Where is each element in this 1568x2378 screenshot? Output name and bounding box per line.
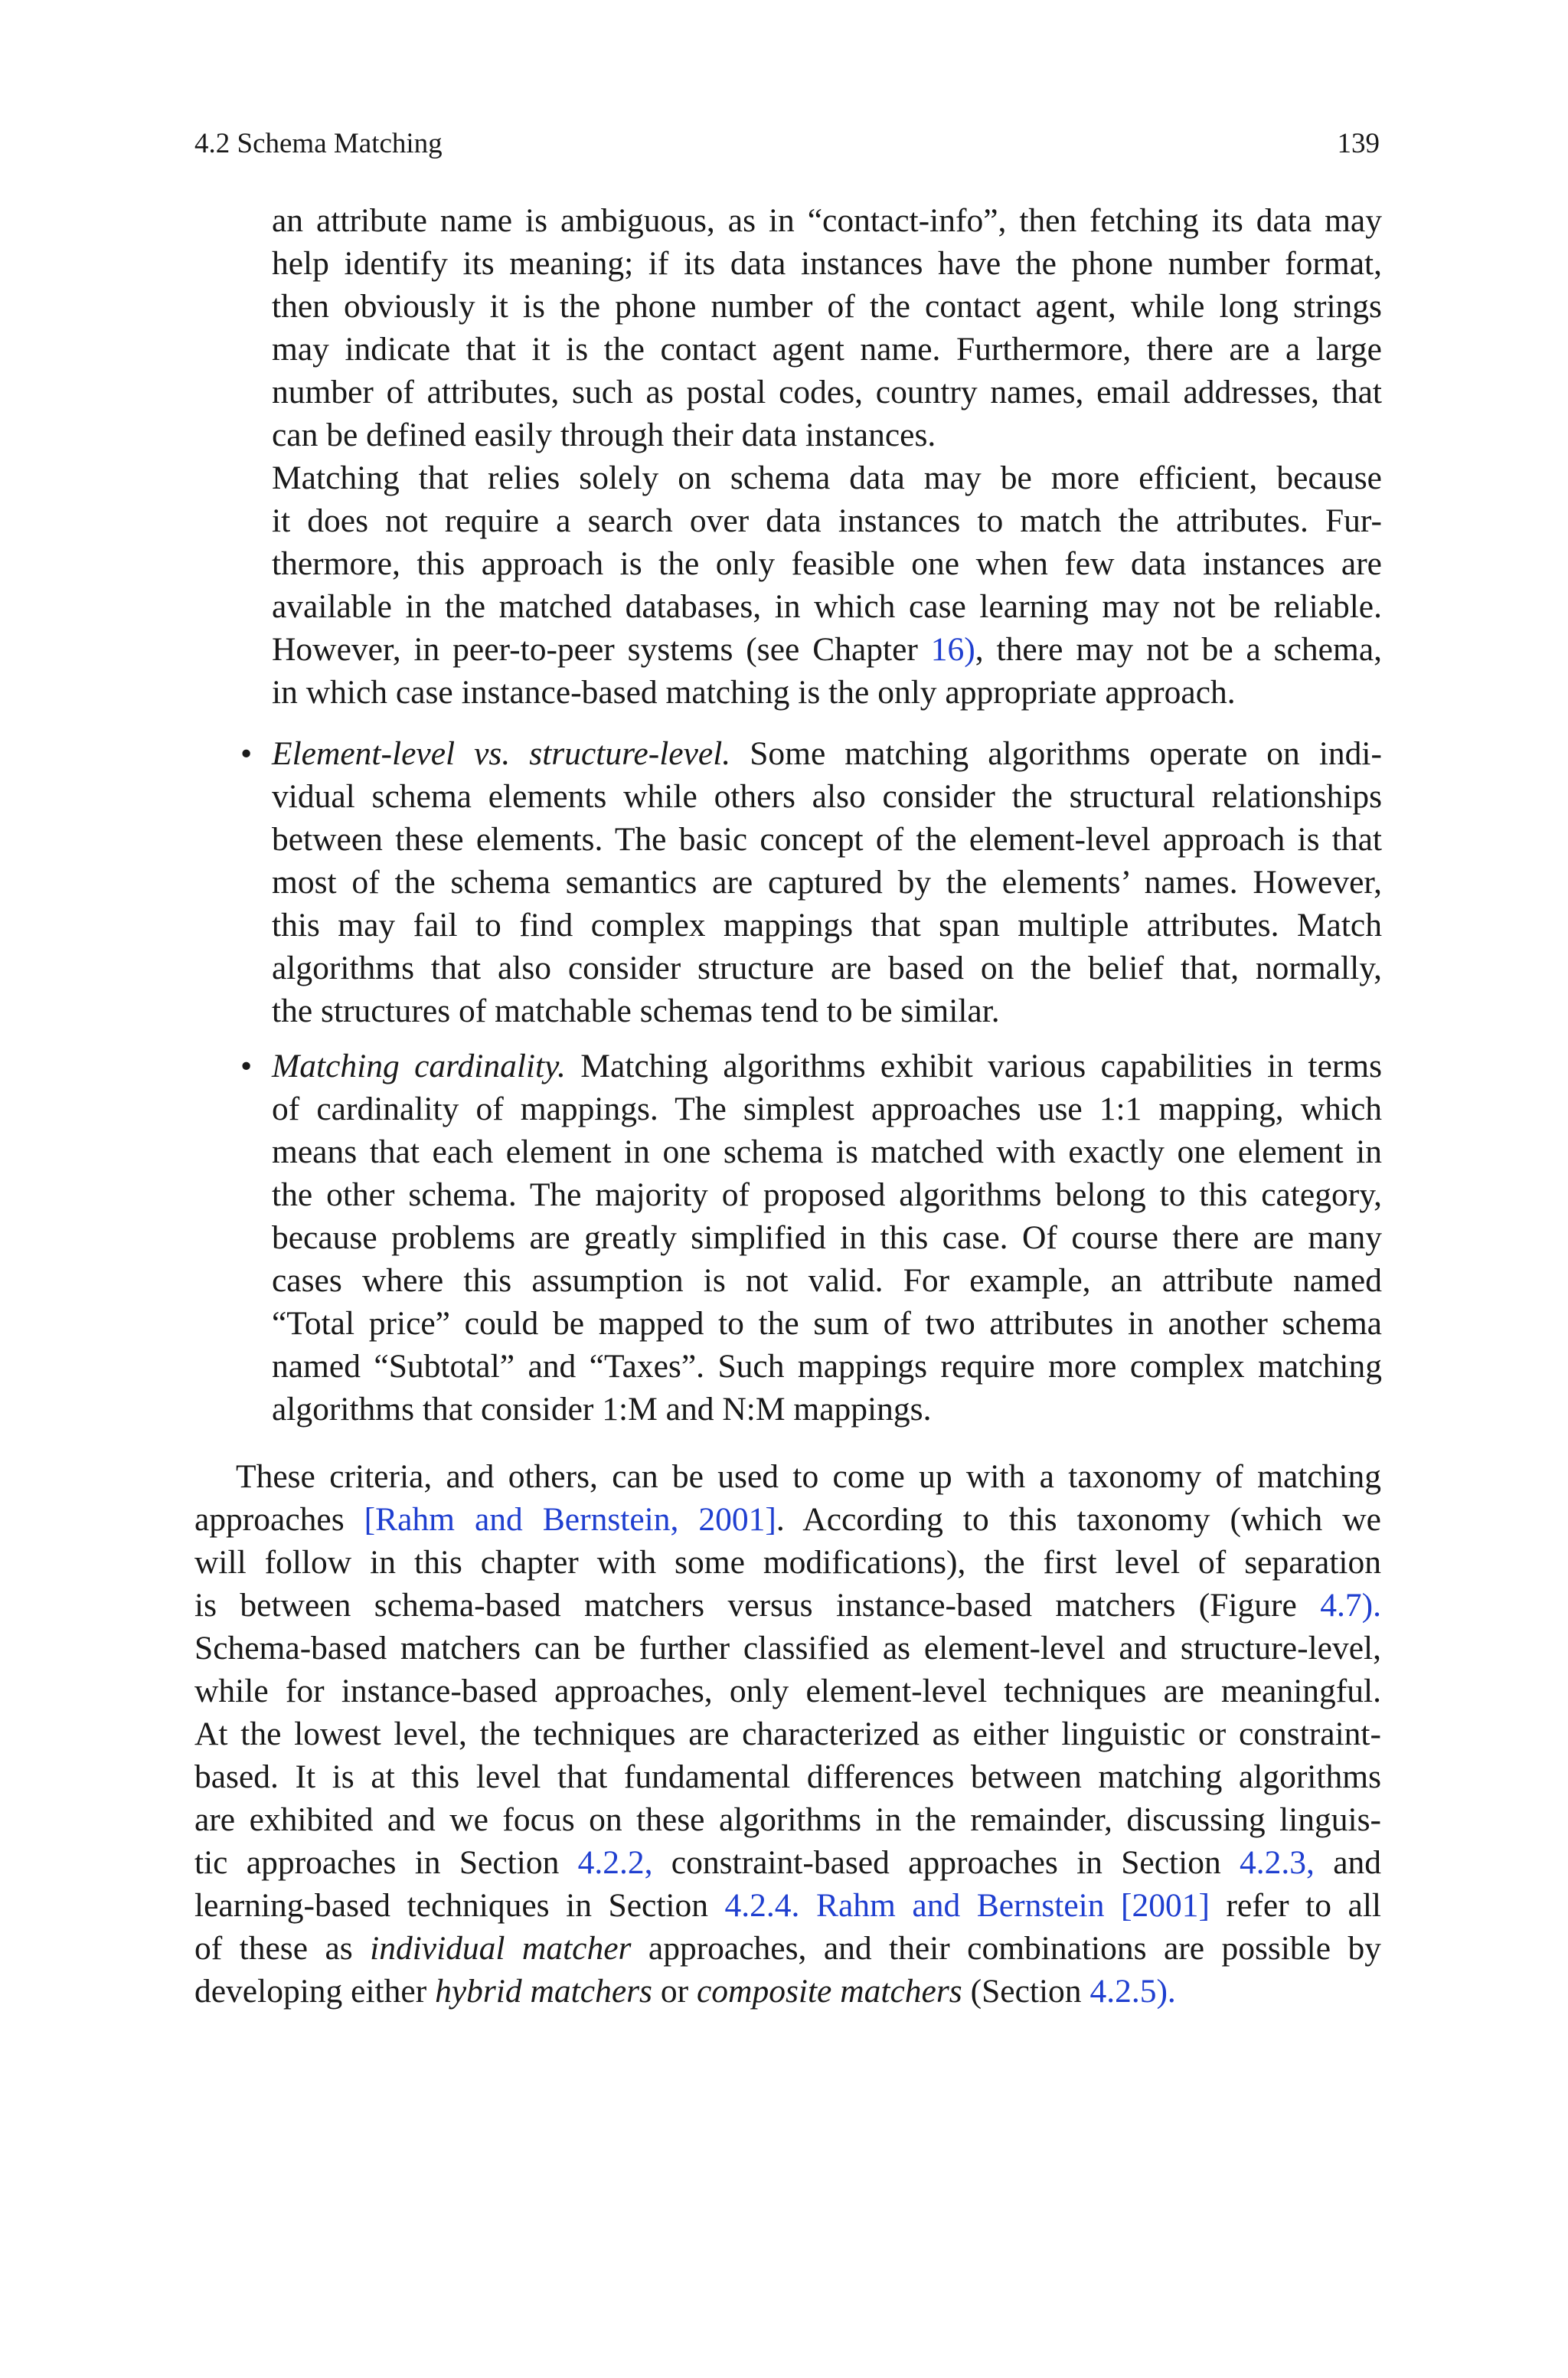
bullet-marker: • bbox=[240, 1048, 253, 1084]
text-span: approaches bbox=[194, 1501, 364, 1538]
text-span: However, in peer-to-peer systems (see Chapter bbox=[272, 631, 931, 668]
text-line: algorithms that also consider structure are based on the belief that, normally, bbox=[272, 950, 1382, 986]
text-line: this may fail to find complex mappings that span multiple attributes. Match bbox=[272, 907, 1382, 944]
text-line bbox=[194, 1970, 1176, 2013]
citation-link[interactable]: Rahm and Bernstein [2001] bbox=[815, 1887, 1210, 1924]
text-span: of these as bbox=[194, 1930, 371, 1967]
chapter-16-link[interactable]: 16) bbox=[930, 631, 975, 668]
text-line bbox=[272, 1045, 1382, 1088]
text-span: approaches, and their combinations are possible by bbox=[631, 1930, 1381, 1967]
emphasis-term: individual matcher bbox=[370, 1930, 632, 1967]
text-span: or bbox=[652, 1973, 697, 2010]
running-head bbox=[194, 126, 1380, 162]
emphasis-term: hybrid matchers bbox=[435, 1973, 652, 2010]
section-4-2-5-link[interactable]: 4.2.5). bbox=[1089, 1973, 1176, 2010]
text-line: most of the schema semantics are captured by the elements’ names. However, bbox=[272, 864, 1382, 901]
text-span: Matching algorithms exhibit various capabilities in terms bbox=[565, 1048, 1383, 1084]
text-line: At the lowest level, the techniques are characterized as either linguistic or constraint- bbox=[194, 1716, 1381, 1752]
text-line: the structures of matchable schemas tend to be similar. bbox=[272, 993, 1000, 1029]
text-line bbox=[194, 1498, 1381, 1541]
text-line bbox=[194, 1884, 1381, 1927]
text-line: number of attributes, such as postal codes, country names, email addresses, that bbox=[272, 374, 1382, 411]
text-line: vidual schema elements while others also consider the structural relationships bbox=[272, 778, 1382, 815]
text-line: “Total price” could be mapped to the sum of two attributes in another schema bbox=[272, 1305, 1382, 1342]
text-span: developing either bbox=[194, 1973, 436, 2010]
emphasis-term: composite matchers bbox=[696, 1973, 962, 2010]
text-line bbox=[194, 1841, 1381, 1884]
text-line: then obviously it is the phone number of the contact agent, while long strings bbox=[272, 288, 1382, 325]
text-line: are exhibited and we focus on these algorithms in the remainder, discussing linguis- bbox=[194, 1801, 1381, 1838]
text-line: Schema-based matchers can be further classified as element-level and structure-level, bbox=[194, 1630, 1381, 1667]
text-line: of cardinality of mappings. The simplest approaches use 1:1 mapping, which bbox=[272, 1091, 1382, 1127]
text-span: Some matching algorithms operate on indi- bbox=[730, 735, 1382, 772]
text-line: Matching that relies solely on schema data may be more efficient, because bbox=[272, 460, 1382, 496]
text-line: in which case instance-based matching is the only appropriate approach. bbox=[272, 674, 1236, 711]
text-line: it does not require a search over data instances to match the attributes. Fur- bbox=[272, 502, 1382, 539]
text-line: between these elements. The basic concept of the element-level approach is that bbox=[272, 821, 1382, 858]
text-line: an attribute name is ambiguous, as in “contact-info”, then fetching its data may bbox=[272, 202, 1382, 239]
text-line: algorithms that consider 1:M and N:M mappings. bbox=[272, 1391, 932, 1428]
text-line: can be defined easily through their data instances. bbox=[272, 417, 936, 453]
text-line: will follow in this chapter with some modifications), the first level of separation bbox=[194, 1544, 1381, 1581]
text-line: the other schema. The majority of proposed algorithms belong to this category, bbox=[272, 1176, 1382, 1213]
text-line bbox=[194, 1927, 1381, 1970]
text-span bbox=[799, 1887, 816, 1924]
text-span: is between schema-based matchers versus instance-based matchers (Figure bbox=[194, 1587, 1321, 1624]
text-span: refer to all bbox=[1210, 1887, 1382, 1924]
page-number: 139 bbox=[1337, 128, 1380, 159]
section-title: 4.2 Schema Matching bbox=[194, 128, 443, 159]
text-span: , there may not be a schema, bbox=[975, 631, 1382, 668]
citation-link[interactable]: [Rahm and Bernstein, 2001] bbox=[364, 1501, 776, 1538]
text-line: available in the matched databases, in which case learning may not be reliable. bbox=[272, 588, 1382, 625]
text-line: may indicate that it is the contact agent name. Furthermore, there are a large bbox=[272, 331, 1382, 368]
text-span: (Section bbox=[962, 1973, 1090, 2010]
figure-4-7-link[interactable]: 4.7). bbox=[1320, 1587, 1381, 1624]
text-line: help identify its meaning; if its data instances have the phone number format, bbox=[272, 245, 1382, 282]
text-line bbox=[194, 1584, 1381, 1627]
text-line: based. It is at this level that fundamental differences between matching algorithms bbox=[194, 1758, 1381, 1795]
section-4-2-3-link[interactable]: 4.2.3, bbox=[1240, 1844, 1315, 1881]
text-span: tic approaches in Section bbox=[194, 1844, 578, 1881]
bullet-term: Matching cardinality. bbox=[272, 1048, 566, 1084]
section-4-2-2-link[interactable]: 4.2.2, bbox=[577, 1844, 653, 1881]
text-span: and bbox=[1314, 1844, 1381, 1881]
section-4-2-4-link[interactable]: 4.2.4. bbox=[724, 1887, 800, 1924]
text-line: named “Subtotal” and “Taxes”. Such mappings require more complex matching bbox=[272, 1348, 1382, 1385]
text-span: . According to this taxonomy (which we bbox=[776, 1501, 1381, 1538]
text-line bbox=[272, 732, 1382, 775]
bullet-term: Element-level vs. structure-level. bbox=[272, 735, 731, 772]
text-line: cases where this assumption is not valid. For example, an attribute named bbox=[272, 1262, 1382, 1299]
text-line: because problems are greatly simplified in this case. Of course there are many bbox=[272, 1219, 1382, 1256]
text-line: thermore, this approach is the only feasible one when few data instances are bbox=[272, 545, 1382, 582]
text-span: learning-based techniques in Section bbox=[194, 1887, 725, 1924]
bullet-marker: • bbox=[240, 735, 253, 772]
text-line bbox=[272, 628, 1382, 671]
text-line: while for instance-based approaches, only element-level techniques are meaningful. bbox=[194, 1673, 1381, 1709]
text-line: These criteria, and others, can be used to come up with a taxonomy of matching bbox=[236, 1458, 1381, 1495]
text-line: means that each element in one schema is matched with exactly one element in bbox=[272, 1133, 1382, 1170]
text-span: constraint-based approaches in Section bbox=[652, 1844, 1240, 1881]
